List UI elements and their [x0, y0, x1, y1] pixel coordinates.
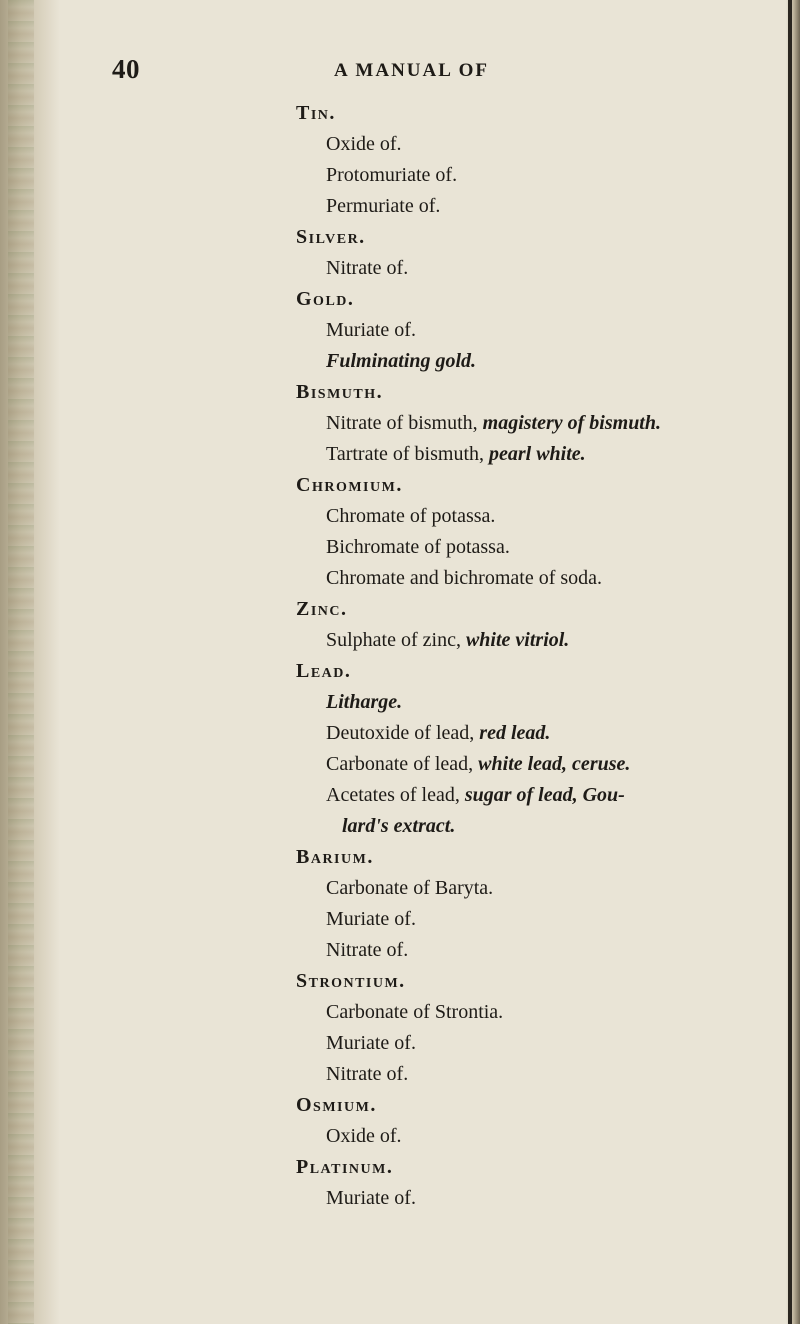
compound-entry: [296, 625, 776, 656]
metal-heading: [296, 1152, 776, 1183]
metal-heading: [296, 656, 776, 687]
line-text: Tin.: [296, 102, 336, 124]
line-text: Nitrate of bismuth,: [326, 412, 483, 434]
compound-entry: [296, 501, 776, 532]
compound-entry: [296, 1121, 776, 1152]
binding-stain: [8, 0, 34, 1324]
line-text: Barium.: [296, 846, 374, 868]
metal-heading: [296, 1090, 776, 1121]
line-text: Nitrate of.: [326, 257, 409, 279]
substance-list: [296, 98, 776, 1214]
common-name-text: pearl white.: [489, 443, 586, 465]
line-text: Platinum.: [296, 1156, 394, 1178]
line-text: Chromium.: [296, 474, 403, 496]
line-text: Chromate and bichromate of soda.: [326, 567, 603, 589]
metal-heading: [296, 470, 776, 501]
line-text: Bichromate of potassa.: [326, 536, 510, 558]
compound-entry: [296, 129, 776, 160]
compound-entry: [296, 904, 776, 935]
line-text: Chromate of potassa.: [326, 505, 496, 527]
metal-heading: [296, 377, 776, 408]
metal-heading: [296, 842, 776, 873]
line-text: Osmium.: [296, 1094, 377, 1116]
metal-heading: [296, 284, 776, 315]
compound-entry: [296, 780, 776, 811]
line-text: Sulphate of zinc,: [326, 629, 466, 651]
compound-entry: [296, 687, 776, 718]
line-text: Strontium.: [296, 970, 406, 992]
compound-entry: [296, 935, 776, 966]
line-text: Carbonate of Strontia.: [326, 1001, 504, 1023]
line-text: Carbonate of Baryta.: [326, 877, 494, 899]
common-name-text: red lead.: [479, 722, 551, 744]
line-text: Nitrate of.: [326, 939, 409, 961]
running-title: A MANUAL OF: [334, 60, 489, 81]
line-text: Muriate of.: [326, 1187, 416, 1209]
line-text: Bismuth.: [296, 381, 384, 403]
compound-entry: [296, 1059, 776, 1090]
line-text: Muriate of.: [326, 319, 416, 341]
line-text: Protomuriate of.: [326, 164, 458, 186]
metal-heading: [296, 966, 776, 997]
line-text: Silver.: [296, 226, 366, 248]
common-name-text: white lead, ceruse.: [478, 753, 631, 775]
line-text: Gold.: [296, 288, 355, 310]
compound-entry: [296, 408, 776, 439]
compound-entry: [296, 873, 776, 904]
common-name-text: lard's extract.: [342, 815, 456, 837]
line-text: Permuriate of.: [326, 195, 441, 217]
running-head: [112, 54, 652, 94]
compound-entry: [296, 315, 776, 346]
line-text: Deutoxide of lead,: [326, 722, 480, 744]
metal-heading: [296, 98, 776, 129]
entry-continuation: [296, 811, 776, 842]
compound-entry: [296, 563, 776, 594]
line-text: Oxide of.: [326, 133, 402, 155]
compound-entry: [296, 997, 776, 1028]
page-right-border: [788, 0, 792, 1324]
compound-entry: [296, 1183, 776, 1214]
compound-entry: [296, 1028, 776, 1059]
common-name-text: Litharge.: [326, 691, 403, 713]
metal-heading: [296, 594, 776, 625]
metal-heading: [296, 222, 776, 253]
compound-entry: [296, 191, 776, 222]
page-number: 40: [112, 54, 140, 84]
common-name-text: sugar of lead, Gou-: [464, 784, 625, 806]
common-name-text: white vitriol.: [465, 629, 570, 651]
compound-entry: [296, 532, 776, 563]
compound-entry: [296, 718, 776, 749]
line-text: Zinc.: [296, 598, 348, 620]
line-text: Muriate of.: [326, 908, 416, 930]
line-text: Nitrate of.: [326, 1063, 409, 1085]
compound-entry: [296, 439, 776, 470]
line-text: Acetates of lead,: [326, 784, 465, 806]
common-name-text: magistery of bismuth.: [482, 412, 661, 434]
compound-entry: [296, 253, 776, 284]
common-name-text: Fulminating gold.: [326, 350, 477, 372]
compound-entry: [296, 346, 776, 377]
line-text: Carbonate of lead,: [326, 753, 479, 775]
line-text: Oxide of.: [326, 1125, 402, 1147]
line-text: Lead.: [296, 660, 352, 682]
line-text: Muriate of.: [326, 1032, 416, 1054]
line-text: Tartrate of bismuth,: [326, 443, 489, 465]
compound-entry: [296, 160, 776, 191]
compound-entry: [296, 749, 776, 780]
